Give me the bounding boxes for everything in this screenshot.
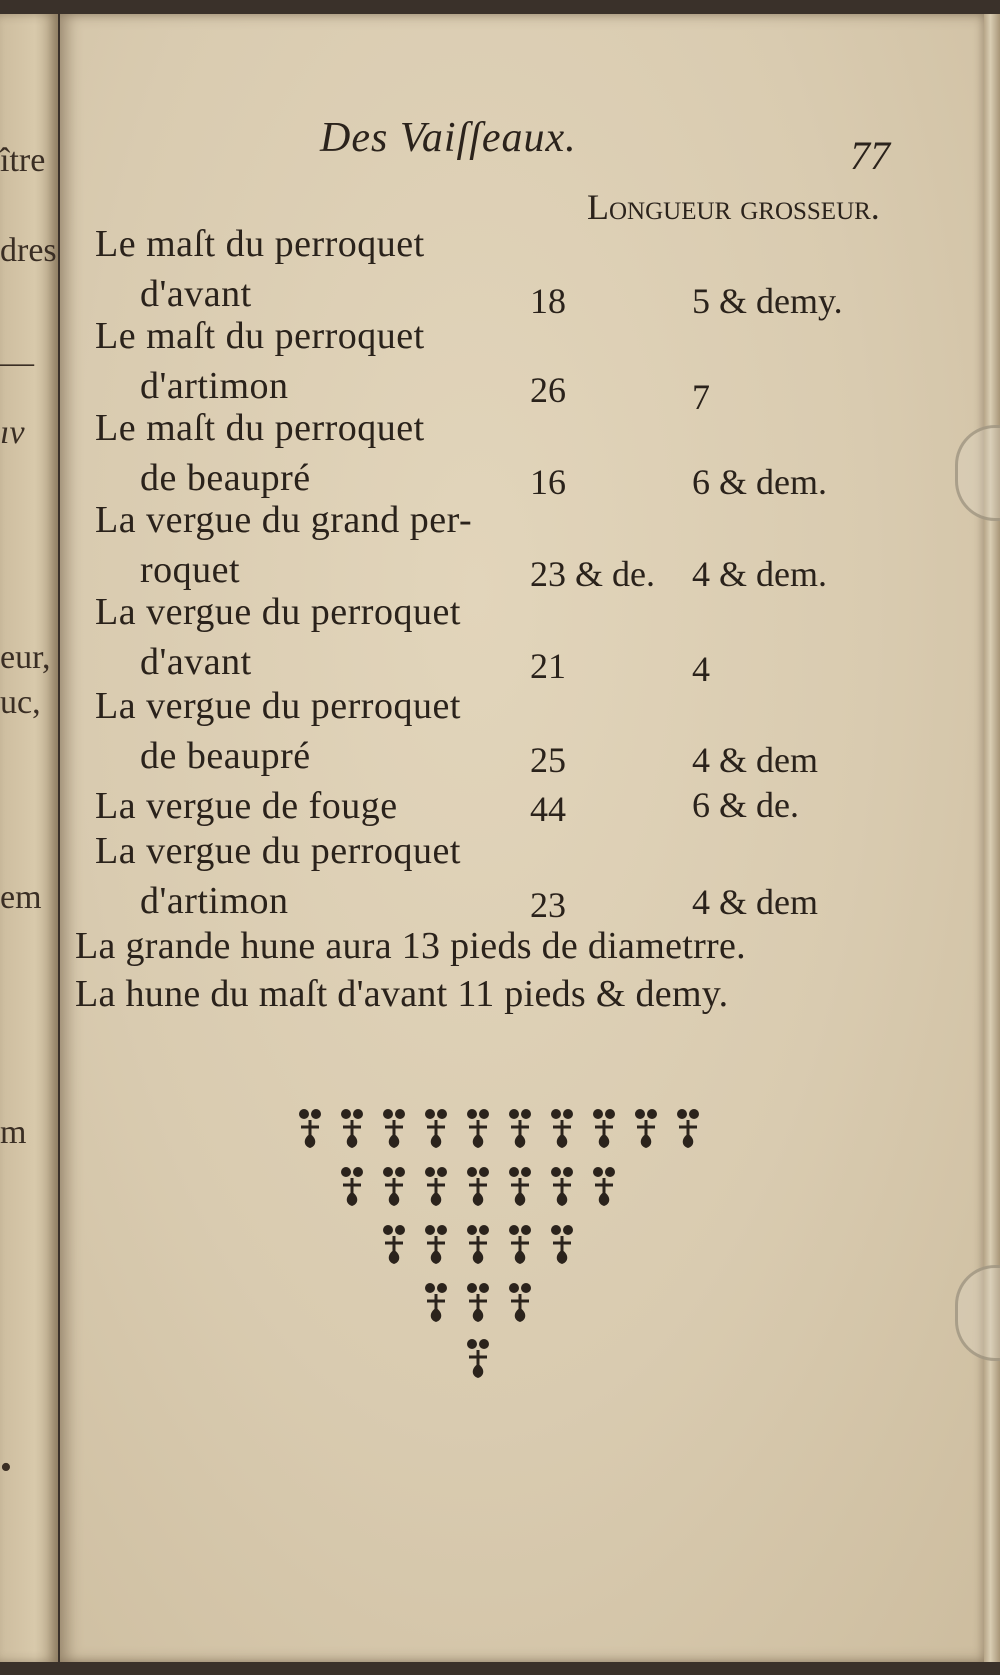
left-fragment: eur, bbox=[0, 639, 51, 676]
entry-name-cont: d'avant bbox=[140, 641, 252, 683]
entry-name: Le maſt du perroquet bbox=[95, 223, 425, 265]
column-header-length: Longueur bbox=[587, 187, 732, 227]
entry-length: 18 bbox=[530, 281, 566, 321]
entry-length: 26 bbox=[530, 370, 566, 410]
entry-name-cont: de beaupré bbox=[140, 457, 311, 499]
entry-name: La vergue du perroquet bbox=[95, 591, 461, 633]
entry-thickness: 6 & de. bbox=[692, 785, 799, 825]
ornament-row bbox=[383, 1225, 573, 1264]
left-fragment: — bbox=[0, 344, 34, 381]
printers-ornament bbox=[290, 1104, 710, 1404]
ornament-row bbox=[299, 1109, 699, 1148]
column-header-thickness: groſſeur. bbox=[740, 187, 880, 227]
entry-name-cont: roquet bbox=[140, 549, 241, 591]
left-fragment: ıv bbox=[0, 414, 25, 451]
left-page bbox=[0, 14, 58, 1662]
entry-thickness: 4 & dem bbox=[692, 740, 818, 780]
entry-name: Le maſt du perroquet bbox=[95, 407, 425, 449]
running-head: Des Vaiſſeaux. bbox=[320, 115, 577, 161]
entry-name-cont: d'avant bbox=[140, 273, 252, 315]
entry-thickness: 7 bbox=[692, 377, 710, 417]
ornament-row bbox=[341, 1167, 615, 1206]
entry-thickness: 5 & demy. bbox=[692, 281, 843, 321]
entry-length: 25 bbox=[530, 740, 566, 780]
entry-name-cont: d'artimon bbox=[140, 365, 289, 407]
page-number: 77 bbox=[850, 133, 890, 178]
ornament-row bbox=[467, 1339, 489, 1378]
left-fragment: • bbox=[0, 1449, 12, 1486]
note-line: La grande hune aura 13 pieds de diametrre. bbox=[75, 925, 746, 967]
left-fragment: uc, bbox=[0, 684, 41, 721]
entry-name-cont: d'artimon bbox=[140, 880, 289, 922]
entry-thickness: 4 & dem bbox=[692, 882, 818, 922]
entry-length: 23 & de. bbox=[530, 554, 655, 594]
entry-length: 21 bbox=[530, 646, 566, 686]
column-headers bbox=[587, 186, 880, 228]
entry-thickness: 4 bbox=[692, 649, 710, 689]
left-fragment: ître bbox=[0, 142, 46, 179]
left-fragment: dres bbox=[0, 232, 57, 269]
entry-name: Le maſt du perroquet bbox=[95, 315, 425, 357]
entry-name-cont: de beaupré bbox=[140, 735, 311, 777]
entry-length: 23 bbox=[530, 885, 566, 925]
entry-length: 16 bbox=[530, 462, 566, 502]
page-edge bbox=[984, 14, 1000, 1662]
entry-name: La vergue de fouge bbox=[95, 785, 398, 827]
ornament-row bbox=[425, 1283, 531, 1322]
left-fragment: m bbox=[0, 1114, 27, 1151]
book-page bbox=[60, 14, 985, 1662]
entry-length: 44 bbox=[530, 789, 566, 829]
entry-name: La vergue du perroquet bbox=[95, 685, 461, 727]
entry-thickness: 4 & dem. bbox=[692, 554, 827, 594]
entry-thickness: 6 & dem. bbox=[692, 462, 827, 502]
left-fragment: em bbox=[0, 879, 42, 916]
entry-name: La vergue du grand per- bbox=[95, 499, 473, 541]
entry-name: La vergue du perroquet bbox=[95, 830, 461, 872]
note-line: La hune du maſt d'avant 11 pieds & demy. bbox=[75, 973, 729, 1015]
